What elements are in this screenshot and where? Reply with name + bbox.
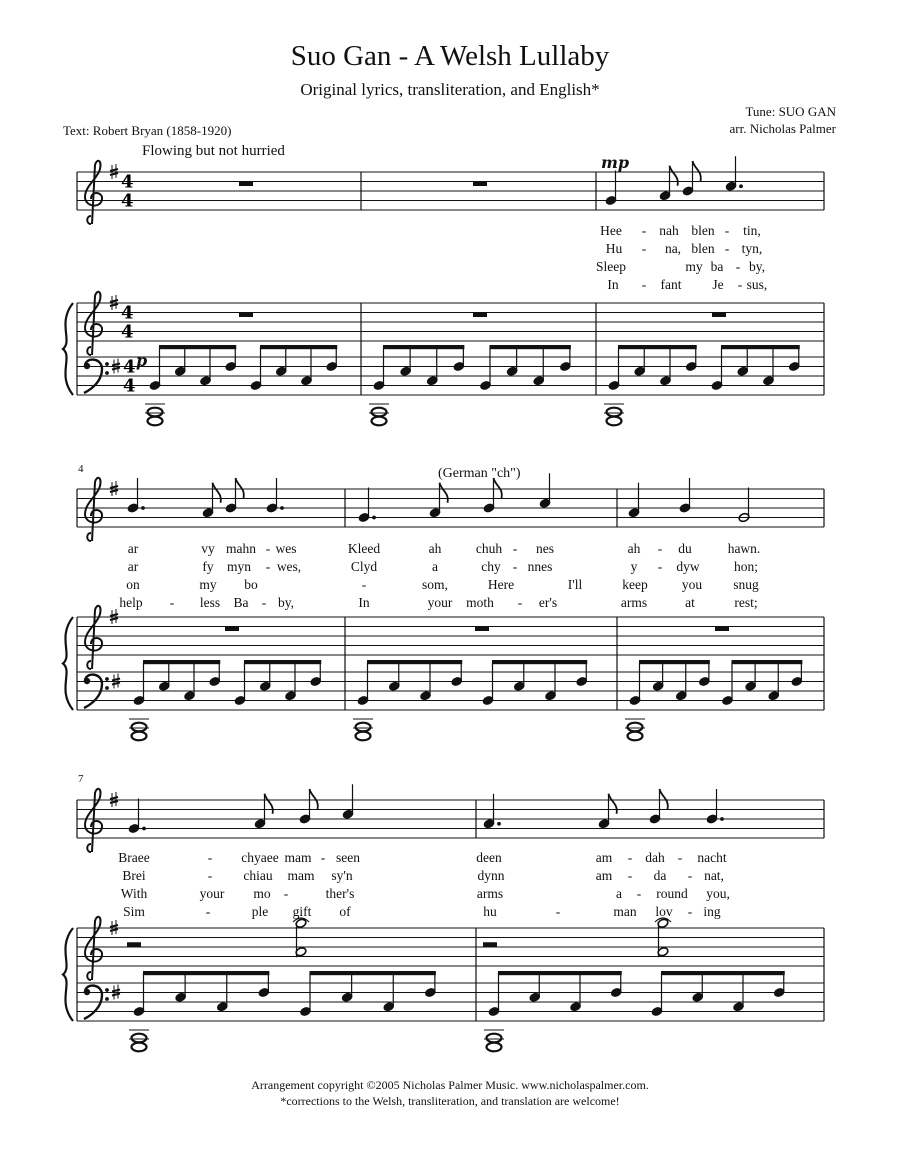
page-subtitle: Original lyrics, transliteration, and English* bbox=[300, 80, 600, 99]
lyric-syllable: sy'n bbox=[331, 868, 353, 883]
lyric-syllable: Hu bbox=[605, 241, 623, 256]
key-signature-sharp-icon bbox=[110, 486, 118, 488]
lyric-syllable: by, bbox=[749, 259, 765, 274]
tempo-marking: Flowing but not hurried bbox=[142, 143, 285, 159]
lyric-syllable: by, bbox=[278, 595, 294, 610]
time-signature-icon: 4 bbox=[121, 171, 134, 193]
lyric-syllable: am bbox=[595, 850, 613, 865]
measure-number: 4 bbox=[78, 463, 84, 475]
copyright-notice: Arrangement copyright ©2005 Nicholas Palmer Music. www.nicholaspalmer.com. bbox=[251, 1078, 649, 1092]
lyric-syllable: arms bbox=[620, 595, 648, 610]
lyric-hyphen: - bbox=[320, 850, 326, 865]
note-flag bbox=[693, 161, 701, 181]
corrections-note: *corrections to the Welsh, transliteration, and translation are welcome! bbox=[280, 1094, 620, 1108]
lyric-syllable: Sim bbox=[123, 904, 145, 919]
key-signature-sharp-icon bbox=[110, 929, 118, 931]
augmentation-dot bbox=[497, 822, 501, 826]
whole-note bbox=[132, 1034, 147, 1043]
lyric-syllable: Hee bbox=[600, 223, 622, 238]
key-signature-sharp-icon bbox=[112, 990, 120, 992]
lyric-syllable: myn bbox=[226, 559, 252, 574]
page-title: Suo Gan - A Welsh Lullaby bbox=[290, 40, 610, 72]
lyric-hyphen: - bbox=[265, 541, 271, 556]
lyric-syllable: snug bbox=[733, 577, 759, 592]
lyric-syllable: less bbox=[199, 595, 221, 610]
lyric-syllable: Sleep bbox=[596, 259, 626, 274]
whole-rest-icon bbox=[239, 182, 253, 187]
bass-clef-icon bbox=[84, 989, 90, 995]
time-signature-icon: 4 bbox=[121, 302, 134, 324]
lyric-syllable: your bbox=[427, 595, 453, 610]
time-signature-icon: 4 bbox=[121, 190, 134, 212]
lyric-hyphen: - bbox=[261, 595, 267, 610]
lyric-syllable: dynn bbox=[477, 868, 505, 883]
lyric-syllable: mahn bbox=[226, 541, 256, 556]
lyric-syllable: Here bbox=[487, 577, 515, 592]
lyric-syllable: y bbox=[630, 559, 638, 574]
lyric-syllable: fy bbox=[202, 559, 214, 574]
lyric-syllable: chy bbox=[481, 559, 501, 574]
key-signature-sharp-icon bbox=[110, 169, 118, 171]
whole-note bbox=[148, 408, 163, 417]
lyric-syllable: bo bbox=[244, 577, 258, 592]
key-signature-sharp-icon bbox=[110, 304, 118, 306]
lyric-syllable: mam bbox=[287, 868, 315, 883]
lyric-syllable: I'll bbox=[567, 577, 583, 592]
key-signature-sharp-icon bbox=[110, 618, 118, 620]
treble-clef-icon bbox=[85, 917, 102, 980]
key-signature-sharp-icon bbox=[112, 994, 120, 996]
beam bbox=[367, 660, 462, 664]
beam bbox=[721, 345, 800, 349]
beam bbox=[661, 971, 785, 975]
treble-clef-icon bbox=[85, 789, 102, 852]
treble-clef-icon bbox=[85, 292, 102, 355]
lyric-hyphen: - bbox=[555, 904, 561, 919]
lyric-syllable: help bbox=[119, 595, 143, 610]
lyric-syllable: ther's bbox=[325, 886, 355, 901]
lyric-syllable: blen bbox=[691, 241, 715, 256]
whole-note bbox=[372, 408, 387, 417]
lyric-syllable: blen bbox=[691, 223, 715, 238]
key-signature-sharp-icon bbox=[110, 300, 118, 302]
lyric-syllable: your bbox=[199, 886, 225, 901]
lyric-syllable: wes, bbox=[276, 559, 302, 574]
lyric-syllable: nah bbox=[659, 223, 679, 238]
note-flag bbox=[310, 789, 318, 809]
note-flag bbox=[660, 789, 668, 809]
note-flag bbox=[236, 478, 244, 498]
lyric-syllable: man bbox=[613, 904, 637, 919]
lyric-syllable: on bbox=[126, 577, 140, 592]
lyric-syllable: du bbox=[678, 541, 692, 556]
whole-note bbox=[356, 732, 371, 741]
lyric-syllable: Brei bbox=[122, 868, 146, 883]
bass-clef-icon bbox=[84, 363, 90, 369]
lyric-syllable: of bbox=[339, 904, 351, 919]
lyric-hyphen: - bbox=[737, 277, 743, 292]
key-signature-sharp-icon bbox=[110, 173, 118, 175]
whole-note bbox=[132, 1043, 147, 1052]
note-flag bbox=[440, 483, 448, 503]
lyric-syllable: da bbox=[653, 868, 667, 883]
augmentation-dot bbox=[141, 506, 145, 510]
whole-rest-icon bbox=[475, 627, 489, 632]
lyric-syllable: seen bbox=[336, 850, 360, 865]
key-signature-sharp-icon bbox=[112, 683, 120, 685]
note-flag bbox=[670, 166, 678, 186]
lyric-syllable: In bbox=[607, 277, 619, 292]
whole-rest-icon bbox=[712, 313, 726, 318]
key-signature-sharp-icon bbox=[110, 797, 118, 799]
lyric-syllable: round bbox=[656, 886, 688, 901]
augmentation-dot bbox=[142, 827, 146, 831]
lyric-syllable: ah bbox=[627, 541, 641, 556]
whole-note bbox=[132, 723, 147, 732]
beam bbox=[618, 345, 697, 349]
lyric-hyphen: - bbox=[735, 259, 741, 274]
lyric-hyphen: - bbox=[205, 904, 211, 919]
lyric-hyphen: - bbox=[724, 241, 730, 256]
lyric-hyphen: - bbox=[627, 868, 633, 883]
augmentation-dot bbox=[372, 516, 376, 520]
whole-note bbox=[487, 1043, 502, 1052]
treble-clef-icon bbox=[85, 161, 102, 224]
whole-note bbox=[132, 732, 147, 741]
bass-clef-icon bbox=[84, 678, 90, 684]
lyric-hyphen: - bbox=[636, 886, 642, 901]
lyric-syllable: wes bbox=[275, 541, 297, 556]
lyric-hyphen: - bbox=[361, 577, 367, 592]
lyric-syllable: Ba bbox=[233, 595, 249, 610]
lyric-syllable: moth bbox=[466, 595, 494, 610]
lyric-syllable: arms bbox=[476, 886, 504, 901]
bass-clef-icon bbox=[105, 362, 109, 366]
key-signature-sharp-icon bbox=[112, 364, 120, 366]
note-flag bbox=[609, 794, 617, 814]
tune-credit: Tune: SUO GAN bbox=[745, 104, 836, 119]
augmentation-dot bbox=[720, 817, 724, 821]
note-flag bbox=[213, 483, 221, 503]
whole-rest-icon bbox=[225, 627, 239, 632]
lyric-syllable: gift bbox=[292, 904, 312, 919]
whole-rest-icon bbox=[473, 313, 487, 318]
lyric-syllable: you bbox=[681, 577, 703, 592]
lyric-syllable: Je bbox=[712, 277, 724, 292]
lyric-hyphen: - bbox=[265, 559, 271, 574]
time-signature-icon: 4 bbox=[121, 321, 134, 343]
lyric-syllable: hu bbox=[483, 904, 497, 919]
lyric-syllable: at bbox=[685, 595, 695, 610]
beam bbox=[498, 971, 622, 975]
whole-note bbox=[148, 417, 163, 426]
lyric-syllable: vy bbox=[201, 541, 215, 556]
key-signature-sharp-icon bbox=[110, 614, 118, 616]
note-flag bbox=[265, 794, 273, 814]
lyric-hyphen: - bbox=[512, 541, 518, 556]
lyric-syllable: nat, bbox=[704, 868, 724, 883]
lyric-syllable: nes bbox=[536, 541, 554, 556]
key-signature-sharp-icon bbox=[110, 490, 118, 492]
whole-note bbox=[372, 417, 387, 426]
lyric-syllable: you, bbox=[706, 886, 730, 901]
lyric-syllable: fant bbox=[660, 277, 682, 292]
lyric-syllable: deen bbox=[476, 850, 502, 865]
lyric-syllable: my bbox=[685, 259, 703, 274]
lyric-syllable: dyw bbox=[676, 559, 700, 574]
lyric-hyphen: - bbox=[724, 223, 730, 238]
beam bbox=[639, 660, 710, 664]
key-signature-sharp-icon bbox=[110, 801, 118, 803]
time-signature-icon: 4 bbox=[123, 375, 136, 397]
whole-note bbox=[628, 732, 643, 741]
lyric-syllable: am bbox=[595, 868, 613, 883]
lyricist-credit: Text: Robert Bryan (1858-1920) bbox=[63, 123, 232, 138]
key-signature-sharp-icon bbox=[112, 368, 120, 370]
lyric-hyphen: - bbox=[657, 541, 663, 556]
key-signature-sharp-icon bbox=[110, 925, 118, 927]
lyric-hyphen: - bbox=[641, 223, 647, 238]
lyric-syllable: mo bbox=[253, 886, 271, 901]
lyric-syllable: With bbox=[120, 886, 148, 901]
lyric-hyphen: - bbox=[283, 886, 289, 901]
lyric-syllable: dah bbox=[645, 850, 665, 865]
lyric-syllable: keep bbox=[622, 577, 648, 592]
lyric-syllable: a bbox=[616, 886, 622, 901]
lyric-syllable: Braee bbox=[118, 850, 150, 865]
piano-brace-icon bbox=[63, 617, 73, 710]
lyric-syllable: chiau bbox=[243, 868, 273, 883]
lyric-syllable: chuh bbox=[475, 541, 503, 556]
augmentation-dot bbox=[739, 184, 743, 188]
lyric-syllable: chyaee bbox=[241, 850, 279, 865]
lyric-syllable: ah bbox=[428, 541, 442, 556]
beam bbox=[492, 660, 587, 664]
piano-brace-icon bbox=[63, 928, 73, 1021]
pronunciation-annotation: (German "ch") bbox=[438, 466, 521, 481]
whole-rest-icon bbox=[239, 313, 253, 318]
lyric-hyphen: - bbox=[512, 559, 518, 574]
lyric-syllable: lov bbox=[655, 904, 673, 919]
lyric-hyphen: - bbox=[207, 850, 213, 865]
beam bbox=[159, 345, 236, 349]
bass-clef-icon bbox=[105, 371, 109, 375]
dynamic-p: p bbox=[136, 351, 148, 370]
lyric-syllable: ar bbox=[127, 559, 139, 574]
augmentation-dot bbox=[280, 506, 284, 510]
whole-note bbox=[628, 723, 643, 732]
lyric-syllable: a bbox=[432, 559, 438, 574]
lyric-syllable: my bbox=[199, 577, 217, 592]
measure-number: 7 bbox=[78, 773, 84, 785]
beam bbox=[732, 660, 803, 664]
lyric-hyphen: - bbox=[677, 850, 683, 865]
whole-rest-icon bbox=[473, 182, 487, 187]
time-signature-icon: 4 bbox=[123, 356, 136, 378]
lyric-syllable: nacht bbox=[697, 850, 727, 865]
treble-clef-icon bbox=[85, 606, 102, 669]
arranger-credit: arr. Nicholas Palmer bbox=[729, 121, 836, 136]
lyric-hyphen: - bbox=[687, 868, 693, 883]
lyric-hyphen: - bbox=[207, 868, 213, 883]
lyric-syllable: In bbox=[358, 595, 370, 610]
whole-note bbox=[607, 417, 622, 426]
beam bbox=[260, 345, 337, 349]
lyric-syllable: hon; bbox=[733, 559, 759, 574]
beam bbox=[383, 345, 464, 349]
whole-rest-icon bbox=[715, 627, 729, 632]
lyric-syllable: som, bbox=[422, 577, 448, 592]
lyric-hyphen: - bbox=[169, 595, 175, 610]
beam bbox=[244, 660, 321, 664]
lyric-syllable: Clyd bbox=[350, 559, 378, 574]
piano-brace-icon bbox=[63, 303, 73, 395]
treble-clef-icon bbox=[85, 478, 102, 541]
lyric-syllable: sus, bbox=[746, 277, 768, 292]
lyric-hyphen: - bbox=[687, 904, 693, 919]
lyric-syllable: ba bbox=[710, 259, 724, 274]
lyric-hyphen: - bbox=[641, 241, 647, 256]
lyric-hyphen: - bbox=[657, 559, 663, 574]
lyric-hyphen: - bbox=[517, 595, 523, 610]
bass-clef-icon bbox=[105, 686, 109, 690]
bass-clef-icon bbox=[105, 988, 109, 992]
whole-note bbox=[487, 1034, 502, 1043]
lyric-syllable: tin, bbox=[743, 223, 761, 238]
lyric-syllable: mam bbox=[284, 850, 312, 865]
lyric-syllable: rest; bbox=[734, 595, 758, 610]
key-signature-sharp-icon bbox=[112, 679, 120, 681]
half-rest-icon bbox=[127, 942, 141, 947]
whole-note bbox=[607, 408, 622, 417]
beam bbox=[143, 971, 269, 975]
beam bbox=[310, 971, 436, 975]
dynamic-mp: mp bbox=[601, 153, 630, 172]
lyric-hyphen: - bbox=[627, 850, 633, 865]
lyric-syllable: ing bbox=[703, 904, 721, 919]
lyric-syllable: na, bbox=[664, 241, 682, 256]
bass-clef-icon bbox=[105, 997, 109, 1001]
lyric-syllable: ar bbox=[127, 541, 139, 556]
lyric-syllable: nnes bbox=[527, 559, 553, 574]
lyric-syllable: ple bbox=[251, 904, 269, 919]
bass-clef-icon bbox=[105, 677, 109, 681]
lyric-syllable: Kleed bbox=[347, 541, 381, 556]
lyric-hyphen: - bbox=[641, 277, 647, 292]
lyric-syllable: hawn. bbox=[727, 541, 761, 556]
beam bbox=[143, 660, 220, 664]
lyric-syllable: tyn, bbox=[741, 241, 763, 256]
whole-note bbox=[356, 723, 371, 732]
half-rest-icon bbox=[483, 942, 497, 947]
lyric-syllable: er's bbox=[538, 595, 558, 610]
beam bbox=[490, 345, 571, 349]
